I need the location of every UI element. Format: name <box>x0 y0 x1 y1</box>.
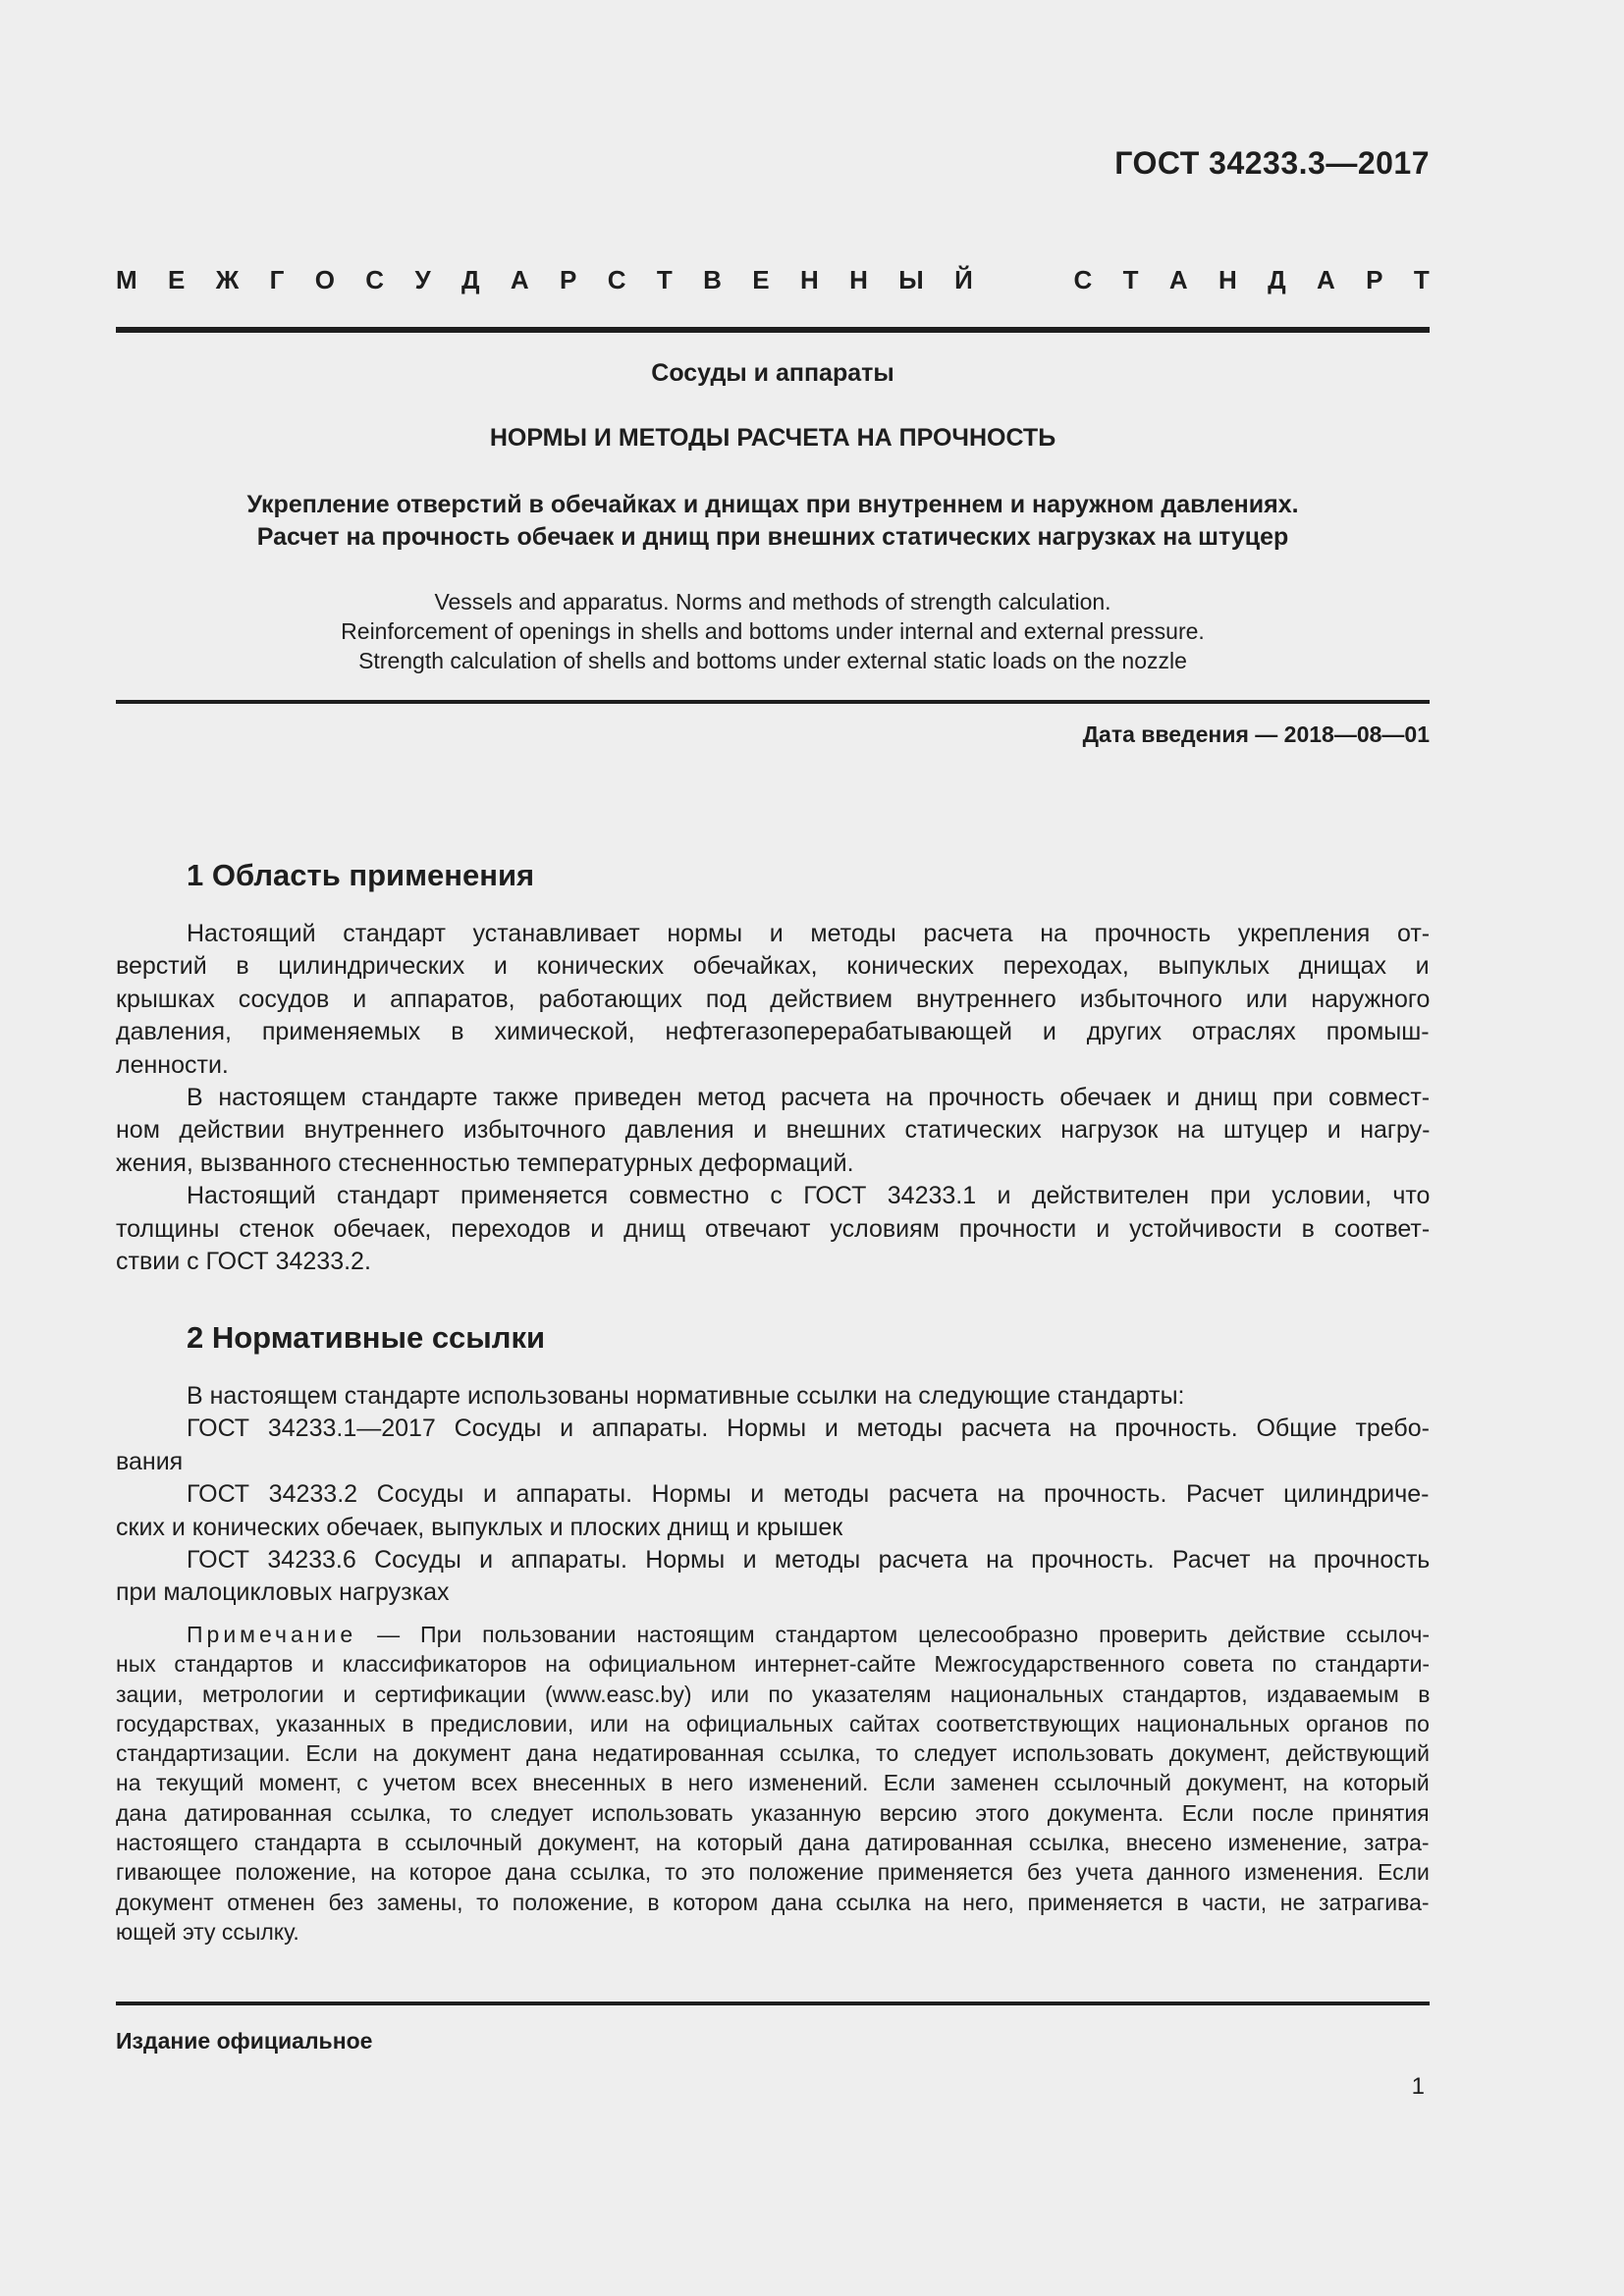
banner-letter: С <box>1073 265 1093 294</box>
banner-letter: Д <box>460 265 480 294</box>
page-number: 1 <box>1411 2073 1425 2100</box>
text-line: В настоящем стандарте также приведен метод расчета на прочность обечаек и днищ при совмест- <box>187 1084 1431 1112</box>
banner-letter: Н <box>1218 265 1237 294</box>
banner-letter: А <box>1168 265 1188 294</box>
note-line: дана датированная ссылка, то следует использовать указанную версию этого документа. Если после принятия <box>116 1799 1430 1826</box>
banner-letter: Е <box>168 265 186 294</box>
banner-letter: Д <box>1268 265 1286 294</box>
banner-letter: Т <box>656 265 673 294</box>
note-line: настоящего стандарта в ссылочный документ, на который дана датированная ссылка, внесено изменение, затра- <box>116 1830 1430 1856</box>
banner-letter: А <box>1317 265 1335 294</box>
banner-letter: Н <box>849 265 868 294</box>
banner-letter: Ы <box>898 265 924 294</box>
banner-word-gap <box>1003 265 1043 295</box>
banner-letter: А <box>510 265 529 294</box>
banner-letter: Т <box>1122 265 1139 294</box>
introduction-date: Дата введения — 2018—08—01 <box>1082 721 1430 747</box>
title-main: НОРМЫ И МЕТОДЫ РАСЧЕТА НА ПРОЧНОСТЬ <box>489 424 1056 452</box>
reference-line: ГОСТ 34233.1—2017 Сосуды и аппараты. Нормы и методы расчета на прочность. Общие требо- <box>187 1415 1430 1443</box>
banner-letter: Г <box>269 265 285 294</box>
text-line: ствии с ГОСТ 34233.2. <box>116 1248 371 1276</box>
title-english <box>116 587 1430 675</box>
text-line: В настоящем стандарте использованы нормативные ссылки на следующие стандарты: <box>187 1382 1185 1410</box>
note-block <box>116 1620 1430 1947</box>
banner-letter: Т <box>1413 265 1430 294</box>
standard-code: ГОСТ 34233.3—2017 <box>1114 145 1430 181</box>
note-label: Примечание <box>187 1622 357 1647</box>
banner-letter: Е <box>752 265 770 294</box>
note-line: документ отменен без замены, то положение, в котором дана ссылка на него, применяется в части, не затрагива- <box>116 1889 1430 1915</box>
subtitle-line: Расчет на прочность обечаек и днищ при внешних статических нагрузках на штуцер <box>256 523 1289 551</box>
section-2-heading: 2 Нормативные ссылки <box>187 1320 546 1355</box>
title-divider <box>116 700 1430 704</box>
note-line: гивающее положение, на которое дана ссылка, то это положение применяется без учета данного изменения. Если <box>116 1859 1430 1886</box>
note-line: ющей эту ссылку. <box>116 1918 299 1945</box>
title-subtitle <box>116 489 1430 554</box>
banner-letter: В <box>703 265 722 294</box>
english-title-line: Strength calculation of shells and bottoms under external static loads on the nozzle <box>358 648 1187 673</box>
interstate-standard-banner <box>116 265 1430 295</box>
note-text: — При пользовании настоящим стандартом целесообразно проверить действие ссылоч- <box>356 1622 1431 1647</box>
reference-line: ГОСТ 34233.2 Сосуды и аппараты. Нормы и методы расчета на прочность. Расчет цилиндриче- <box>187 1480 1430 1509</box>
note-line: государствах, указанных в предисловии, или на официальных сайтах соответствующих национальных органов по <box>116 1710 1430 1736</box>
note-line: на текущий момент, с учетом всех внесенных в него изменений. Если заменен ссылочный документ, на который <box>116 1770 1430 1796</box>
note-line <box>116 1620 1430 1649</box>
text-line: крышках сосудов и аппаратов, работающих под действием внутреннего избыточного или наружного <box>116 985 1431 1013</box>
reference-line: ГОСТ 34233.6 Сосуды и аппараты. Нормы и методы расчета на прочность. Расчет на прочность <box>187 1546 1431 1575</box>
text-line: Настоящий стандарт применяется совместно с ГОСТ 34233.1 и действителен при условии, что <box>187 1182 1431 1210</box>
english-title-line: Reinforcement of openings in shells and bottoms under internal and external pressure. <box>341 618 1205 644</box>
text-line: толщины стенок обечаек, переходов и днищ отвечают условиям прочности и устойчивости в соответ- <box>116 1214 1431 1243</box>
section-1-body <box>116 918 1430 1278</box>
section-2-body <box>116 1380 1430 1610</box>
text-line: верстий в цилиндрических и конических обечайках, конических переходах, выпуклых днищах и <box>116 952 1430 981</box>
note-line: зации, метрологии и сертификации (www.easc.by) или по указателям национальных стандартов, издаваемым в <box>116 1681 1431 1707</box>
note-line: стандартизации. Если на документ дана недатированная ссылка, то следует использовать документ, действующий <box>116 1740 1430 1767</box>
header-divider <box>116 327 1430 333</box>
text-line: жения, вызванного стесненностью температурных деформаций. <box>116 1148 854 1177</box>
reference-line: при малоцикловых нагрузках <box>116 1578 450 1607</box>
title-group: Сосуды и аппараты <box>651 359 894 387</box>
reference-line: вания <box>116 1447 184 1475</box>
english-title-line: Vessels and apparatus. Norms and methods of strength calculation. <box>434 589 1111 614</box>
text-line: ном действии внутреннего избыточного давления и внешних статических нагрузок на штуцер и нагру- <box>116 1116 1431 1145</box>
banner-letter: Р <box>560 265 577 294</box>
note-line: ных стандартов и классификаторов на официальном интернет-сайте Межгосударственного совета по стандарти- <box>116 1651 1431 1678</box>
banner-letter: Й <box>954 265 973 294</box>
official-edition-label: Издание официальное <box>116 2028 373 2054</box>
section-1-heading: 1 Область применения <box>187 858 535 892</box>
text-line: давления, применяемых в химической, нефтегазоперерабатывающей и других отраслях промыш- <box>116 1018 1430 1046</box>
text-line: Настоящий стандарт устанавливает нормы и методы расчета на прочность укрепления от- <box>187 920 1431 947</box>
banner-letter: С <box>365 265 385 294</box>
banner-letter: У <box>414 265 431 294</box>
banner-letter: С <box>607 265 626 294</box>
banner-letter: М <box>116 265 137 294</box>
banner-letter: Н <box>799 265 819 294</box>
banner-letter: Ж <box>215 265 240 294</box>
text-line: ленности. <box>116 1050 229 1079</box>
subtitle-line: Укрепление отверстий в обечайках и днищах при внутреннем и наружном давлениях. <box>246 491 1299 518</box>
banner-letter: Р <box>1366 265 1383 294</box>
banner-letter: О <box>314 265 335 294</box>
reference-line: ских и конических обечаек, выпуклых и плоских днищ и крышек <box>116 1513 843 1541</box>
footer-divider <box>116 2002 1430 2005</box>
